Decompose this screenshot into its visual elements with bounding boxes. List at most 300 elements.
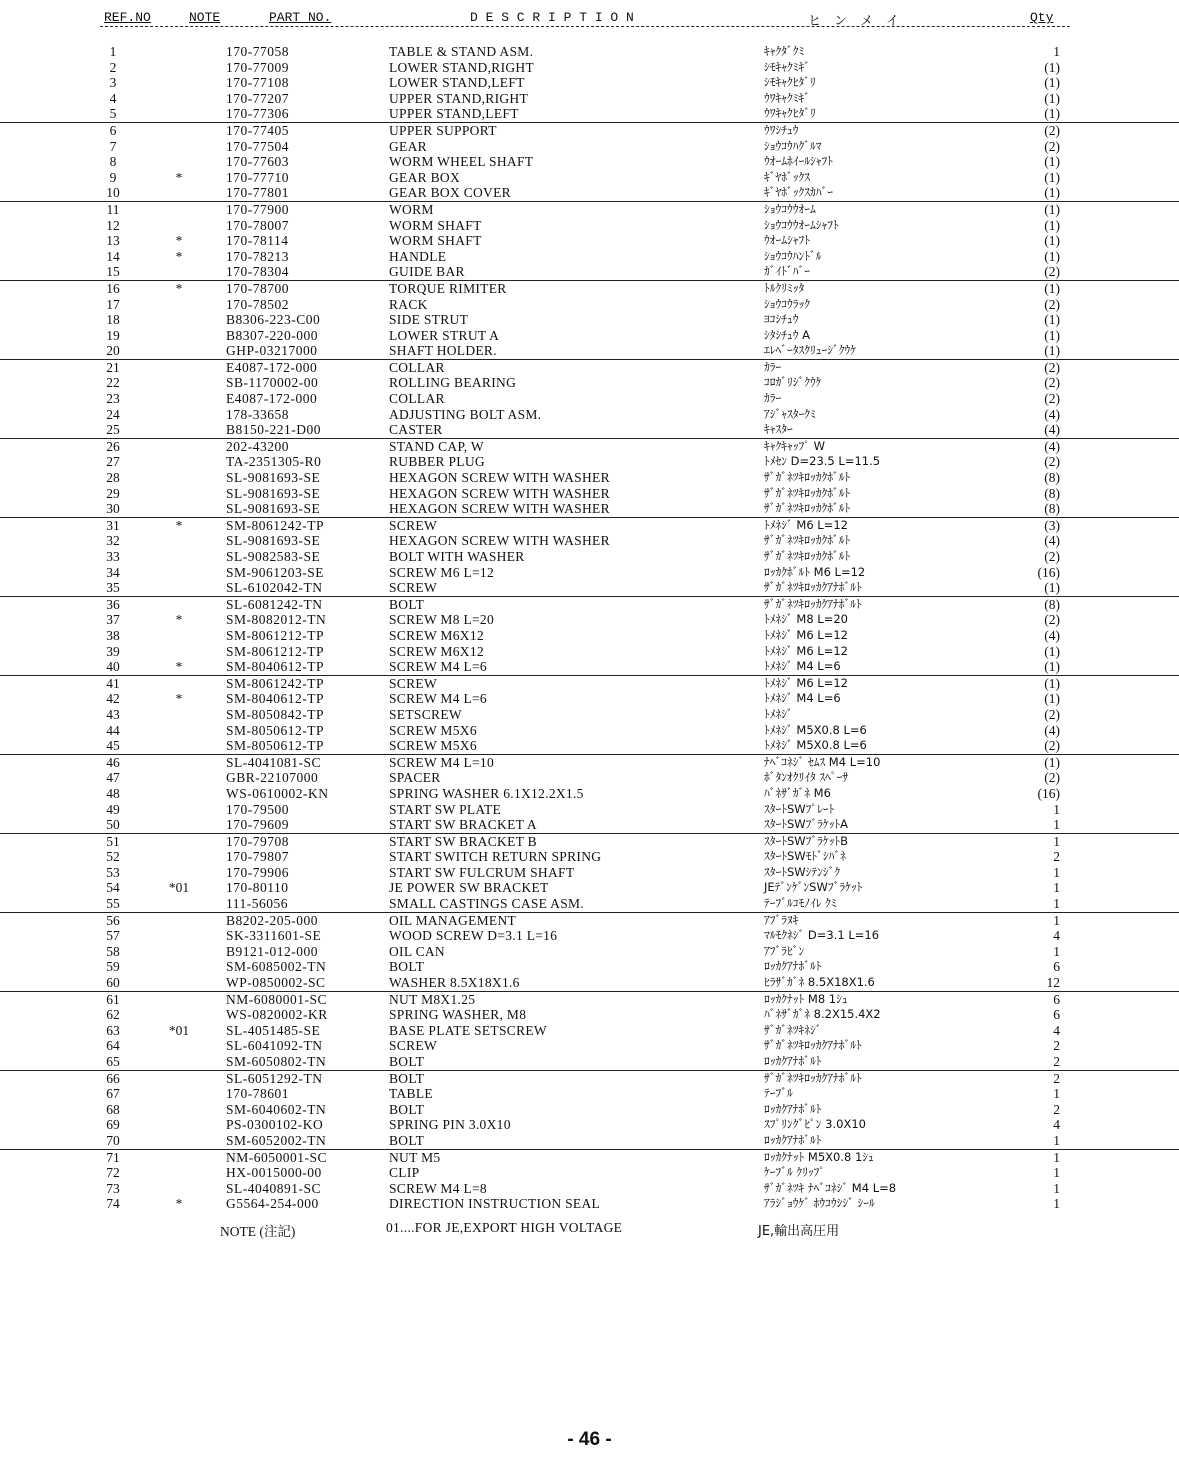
- kana-name-cell: ﾛｯｶｸﾅｯﾄ M8 1ｼｭ: [764, 991, 848, 1006]
- table-row: [0, 549, 1179, 565]
- part-no-cell: 170-80110: [226, 880, 289, 896]
- part-no-cell: SM-8061212-TP: [226, 643, 325, 659]
- ref-no-cell: 28: [106, 470, 120, 486]
- qty-cell: 1: [1053, 801, 1060, 817]
- table-row: [0, 975, 1179, 991]
- kana-name-cell: ｺﾛｶﾞﾘｼﾞｸｳｹ: [764, 375, 822, 390]
- ref-no-cell: 30: [106, 501, 120, 517]
- kana-name-cell: ｼｮｳｺｳｳｵｰﾑ: [764, 201, 816, 216]
- description-cell: STAND CAP, W: [389, 438, 484, 454]
- kana-name-cell: ｷｬｸｷｬｯﾌﾟ W: [764, 438, 826, 453]
- qty-cell: (3): [1044, 517, 1060, 533]
- kana-name-cell: ｻﾞｶﾞﾈﾂｷﾛｯｶｸﾎﾞﾙﾄ: [764, 485, 851, 500]
- description-cell: SCREW M6 L=12: [389, 564, 495, 580]
- part-no-cell: SM-6040602-TN: [226, 1101, 327, 1117]
- note-cell: *: [175, 517, 183, 533]
- qty-cell: 1: [1053, 943, 1060, 959]
- description-cell: SCREW: [389, 675, 438, 691]
- table-row: [0, 106, 1179, 122]
- ref-no-cell: 54: [106, 880, 120, 896]
- kana-name-cell: ｶﾗｰ: [764, 391, 782, 406]
- table-row: [0, 596, 1179, 613]
- footer-note-label: NOTE (注記): [220, 1224, 296, 1239]
- kana-name-cell: ｻﾞｶﾞﾈﾂｷﾈｼﾞ: [764, 1022, 822, 1037]
- qty-cell: (4): [1044, 406, 1060, 422]
- kana-name-cell: ﾊﾞﾈｻﾞｶﾞﾈ 8.2X15.4X2: [764, 1007, 881, 1022]
- ref-no-cell: 56: [106, 912, 120, 928]
- ref-no-cell: 53: [106, 864, 120, 880]
- kana-name-cell: ﾄﾒｾﾝ D=23.5 L=11.5: [764, 454, 881, 469]
- description-cell: LOWER STAND,LEFT: [389, 75, 525, 91]
- qty-cell: 12: [1046, 975, 1060, 991]
- description-cell: LOWER STAND,RIGHT: [389, 59, 535, 75]
- qty-cell: (8): [1044, 470, 1060, 486]
- qty-cell: (2): [1044, 359, 1060, 375]
- qty-cell: (2): [1044, 122, 1060, 138]
- qty-cell: 6: [1053, 959, 1060, 975]
- description-cell: WASHER 8.5X18X1.6: [389, 975, 520, 991]
- qty-cell: (1): [1044, 75, 1060, 91]
- table-row: [0, 391, 1179, 407]
- qty-cell: 4: [1053, 1117, 1060, 1133]
- ref-no-cell: 24: [106, 406, 120, 422]
- ref-no-cell: 64: [106, 1038, 120, 1054]
- description-cell: COLLAR: [389, 359, 445, 375]
- kana-name-cell: ｻﾞｶﾞﾈﾂｷﾛｯｶｸｱﾅﾎﾞﾙﾄ: [764, 1070, 862, 1085]
- table-row: [0, 707, 1179, 723]
- table-row: [0, 422, 1179, 438]
- table-row: [0, 375, 1179, 391]
- footer-note-text: 01....FOR JE,EXPORT HIGH VOLTAGE: [386, 1220, 623, 1235]
- ref-no-cell: 46: [106, 754, 120, 770]
- description-cell: BOLT: [389, 1132, 425, 1148]
- kana-name-cell: ﾛｯｶｸｱﾅﾎﾞﾙﾄ: [764, 1054, 822, 1068]
- kana-name-cell: ｱﾌﾞﾗﾇｷ: [764, 912, 799, 927]
- ref-no-cell: 63: [106, 1022, 120, 1038]
- part-no-cell: 170-79609: [226, 817, 289, 833]
- qty-cell: 1: [1053, 1196, 1060, 1212]
- qty-cell: (2): [1044, 454, 1060, 470]
- qty-cell: (4): [1044, 533, 1060, 549]
- description-cell: SIDE STRUT: [389, 312, 469, 328]
- kana-name-cell: ﾛｯｶｸｱﾅﾎﾞﾙﾄ: [764, 1132, 822, 1147]
- description-cell: HANDLE: [389, 248, 447, 264]
- qty-cell: 1: [1053, 1132, 1060, 1148]
- part-no-cell: 170-78601: [226, 1086, 289, 1102]
- table-row: [0, 1007, 1179, 1023]
- part-no-cell: 170-77801: [226, 185, 289, 201]
- ref-no-cell: 31: [106, 517, 120, 533]
- ref-no-cell: 13: [106, 233, 120, 249]
- qty-cell: 6: [1053, 1007, 1060, 1023]
- table-row: [0, 786, 1179, 802]
- qty-cell: (16): [1037, 564, 1060, 580]
- qty-cell: (1): [1044, 312, 1060, 328]
- kana-name-cell: ｹｰﾌﾞﾙ ｸﾘｯﾌﾟ: [764, 1165, 826, 1180]
- table-row: [0, 849, 1179, 865]
- ref-no-cell: 10: [106, 185, 120, 201]
- note-cell: *: [175, 280, 183, 296]
- kana-name-cell: ﾄﾒﾈｼﾞ M6 L=12: [764, 675, 848, 690]
- ref-no-cell: 38: [106, 627, 120, 643]
- qty-cell: (1): [1044, 217, 1060, 233]
- description-cell: LOWER STRUT A: [389, 327, 500, 343]
- ref-no-cell: 44: [106, 722, 120, 738]
- description-cell: UPPER SUPPORT: [389, 122, 497, 138]
- ref-no-cell: 25: [106, 422, 120, 438]
- kana-name-cell: ｼｮｳｺｳﾗｯｸ: [764, 296, 810, 311]
- table-row: [0, 833, 1179, 850]
- kana-name-cell: ﾄﾒﾈｼﾞ M6 L=12: [764, 627, 848, 642]
- table-row: [0, 580, 1179, 596]
- ref-no-cell: 8: [109, 154, 117, 170]
- description-cell: START SW PLATE: [389, 801, 502, 817]
- table-row: [0, 1038, 1179, 1054]
- part-no-cell: WS-0820002-KR: [226, 1007, 328, 1023]
- qty-cell: 2: [1053, 1101, 1060, 1117]
- kana-name-cell: ｱｼﾞｬｽﾀｰｸﾐ: [764, 406, 816, 421]
- table-row: [0, 407, 1179, 423]
- ref-no-cell: 61: [106, 991, 120, 1007]
- description-cell: BOLT: [389, 1054, 425, 1069]
- ref-no-cell: 51: [106, 833, 120, 849]
- ref-no-cell: 3: [109, 75, 117, 91]
- note-cell: *: [175, 612, 183, 628]
- ref-no-cell: 45: [106, 738, 120, 754]
- description-cell: SCREW: [389, 1038, 438, 1054]
- kana-name-cell: ｻﾞｶﾞﾈﾂｷﾛｯｶｸﾎﾞﾙﾄ: [764, 549, 851, 563]
- ref-no-cell: 2: [109, 59, 117, 75]
- table-row: [0, 754, 1179, 771]
- description-cell: GEAR: [389, 138, 427, 154]
- ref-no-cell: 33: [106, 549, 120, 564]
- kana-name-cell: ﾄﾙｸﾘﾐｯﾀ: [764, 280, 805, 295]
- ref-no-cell: 73: [106, 1180, 120, 1196]
- description-cell: SHAFT HOLDER.: [389, 343, 497, 359]
- ref-no-cell: 74: [106, 1196, 120, 1212]
- qty-cell: (1): [1044, 169, 1060, 185]
- qty-cell: 1: [1053, 864, 1060, 880]
- description-cell: SMALL CASTINGS CASE ASM.: [389, 896, 584, 912]
- part-no-cell: SL-4041081-SC: [226, 754, 322, 770]
- part-no-cell: SM-6052002-TN: [226, 1132, 327, 1148]
- part-no-cell: E4087-172-000: [226, 391, 318, 407]
- kana-name-cell: ﾊﾞﾈｻﾞｶﾞﾈ M6: [764, 785, 831, 800]
- part-no-cell: 170-77058: [226, 44, 289, 59]
- description-cell: SCREW M4 L=8: [389, 1180, 487, 1196]
- description-cell: TORQUE RIMITER: [389, 280, 507, 296]
- part-no-cell: SL-9081693-SE: [226, 470, 321, 486]
- kana-name-cell: ｷｬｽﾀｰ: [764, 422, 793, 437]
- table-row: [0, 1070, 1179, 1087]
- table-row: [0, 218, 1179, 234]
- kana-name-cell: ｽﾀｰﾄSWﾓﾄﾞｼﾊﾞﾈ: [764, 849, 846, 864]
- table-row: [0, 486, 1179, 502]
- ref-no-cell: 34: [106, 564, 120, 580]
- parts-table: [0, 44, 1179, 1212]
- qty-cell: (1): [1044, 201, 1060, 217]
- ref-no-cell: 9: [109, 169, 117, 185]
- kana-name-cell: ﾛｯｶｸﾎﾞﾙﾄ M6 L=12: [764, 564, 866, 579]
- table-row: [0, 280, 1179, 297]
- part-no-cell: 170-77306: [226, 106, 289, 122]
- part-no-cell: 202-43200: [226, 438, 289, 454]
- description-cell: SPACER: [389, 770, 441, 786]
- part-no-cell: 170-77710: [226, 169, 289, 185]
- part-no-cell: SL-9081693-SE: [226, 533, 321, 549]
- table-row: [0, 91, 1179, 107]
- description-cell: SCREW M5X6: [389, 738, 477, 754]
- description-cell: HEXAGON SCREW WITH WASHER: [389, 533, 610, 549]
- qty-cell: (2): [1044, 549, 1060, 564]
- table-row: [0, 944, 1179, 960]
- note-cell: *: [175, 248, 183, 264]
- description-cell: BOLT WITH WASHER: [389, 549, 525, 564]
- description-cell: BOLT: [389, 1070, 425, 1086]
- qty-cell: (2): [1044, 391, 1060, 407]
- description-cell: WORM SHAFT: [389, 217, 482, 233]
- kana-name-cell: ﾅﾍﾞｺﾈｼﾞ ｾﾑｽ M4 L=10: [764, 754, 881, 769]
- ref-no-cell: 55: [106, 896, 120, 912]
- kana-name-cell: ｴﾚﾍﾞｰﾀｽｸﾘｭｰｼﾞｸｳｹ: [764, 343, 856, 358]
- qty-cell: 2: [1053, 1038, 1060, 1054]
- ref-no-cell: 41: [106, 675, 120, 691]
- kana-name-cell: ｷﾞﾔﾎﾞｯｸｽｶﾊﾞｰ: [764, 185, 833, 200]
- part-no-cell: SL-9081693-SE: [226, 501, 321, 517]
- part-no-cell: GHP-03217000: [226, 343, 318, 359]
- kana-name-cell: ﾏﾙﾓｸﾈｼﾞ D=3.1 L=16: [764, 928, 880, 943]
- kana-name-cell: ｱﾗｼﾞｮｳｹﾞ ﾎｳｺｳｼｼﾞ ｼｰﾙ: [764, 1196, 875, 1211]
- kana-name-cell: ﾄﾒﾈｼﾞ M8 L=20: [764, 612, 848, 627]
- ref-no-cell: 72: [106, 1165, 120, 1181]
- table-row: [0, 628, 1179, 644]
- description-cell: CLIP: [389, 1165, 420, 1181]
- part-no-cell: SL-6041092-TN: [226, 1038, 323, 1054]
- description-cell: SCREW M4 L=10: [389, 754, 495, 770]
- table-row: [0, 991, 1179, 1008]
- description-cell: START SWITCH RETURN SPRING: [389, 849, 602, 865]
- description-cell: SPRING WASHER, M8: [389, 1007, 527, 1023]
- kana-name-cell: ｷｬｸﾀﾞｸﾐ: [764, 44, 805, 58]
- ref-no-cell: 60: [106, 975, 120, 991]
- ref-no-cell: 70: [106, 1132, 120, 1148]
- description-cell: COLLAR: [389, 391, 445, 407]
- qty-cell: (4): [1044, 438, 1060, 454]
- ref-no-cell: 36: [106, 596, 120, 612]
- part-no-cell: SM-8040612-TP: [226, 659, 325, 675]
- qty-cell: 1: [1053, 1180, 1060, 1196]
- description-cell: WORM WHEEL SHAFT: [389, 154, 534, 170]
- description-cell: START SW BRACKET B: [389, 833, 537, 849]
- note-cell: *01: [168, 880, 190, 896]
- part-no-cell: 170-77108: [226, 75, 289, 91]
- description-cell: OIL CAN: [389, 943, 445, 959]
- table-row: [0, 139, 1179, 155]
- qty-cell: 1: [1053, 896, 1060, 912]
- ref-no-cell: 42: [106, 691, 120, 707]
- qty-cell: (2): [1044, 738, 1060, 754]
- description-cell: OIL MANAGEMENT: [389, 912, 517, 928]
- table-row: [0, 154, 1179, 170]
- ref-no-cell: 40: [106, 659, 120, 675]
- qty-cell: 4: [1053, 928, 1060, 944]
- kana-name-cell: ｻﾞｶﾞﾈﾂｷ ﾅﾍﾞｺﾈｼﾞ M4 L=8: [764, 1180, 897, 1195]
- description-cell: HEXAGON SCREW WITH WASHER: [389, 501, 610, 517]
- table-row: [0, 1102, 1179, 1118]
- part-no-cell: SB-1170002-00: [226, 375, 319, 391]
- part-no-cell: TA-2351305-R0: [226, 454, 322, 470]
- qty-cell: (4): [1044, 422, 1060, 438]
- description-cell: SPRING PIN 3.0X10: [389, 1117, 511, 1133]
- ref-no-cell: 19: [106, 327, 120, 343]
- table-row: [0, 770, 1179, 786]
- part-no-cell: B8202-205-000: [226, 912, 318, 928]
- qty-cell: (1): [1044, 185, 1060, 201]
- table-row: [0, 438, 1179, 455]
- part-no-cell: SM-8050612-TP: [226, 722, 325, 738]
- part-no-cell: SM-8082012-TN: [226, 612, 327, 628]
- description-cell: GEAR BOX COVER: [389, 185, 511, 201]
- description-cell: START SW BRACKET A: [389, 817, 537, 833]
- ref-no-cell: 16: [106, 280, 120, 296]
- qty-cell: (1): [1044, 659, 1060, 675]
- note-cell: *: [175, 169, 183, 185]
- description-cell: BOLT: [389, 1101, 425, 1117]
- part-no-cell: SK-3311601-SE: [226, 928, 322, 944]
- table-row: [0, 1196, 1179, 1212]
- kana-name-cell: ｳｵｰﾑﾎｲｰﾙｼｬﾌﾄ: [764, 154, 833, 169]
- part-no-cell: 170-78213: [226, 248, 289, 264]
- qty-cell: (2): [1044, 296, 1060, 312]
- table-row: [0, 1181, 1179, 1197]
- part-no-cell: 170-78304: [226, 264, 289, 280]
- description-cell: SCREW M4 L=6: [389, 659, 487, 675]
- ref-no-cell: 11: [106, 201, 120, 217]
- part-no-cell: SM-9061203-SE: [226, 564, 325, 580]
- table-row: [0, 1117, 1179, 1133]
- part-no-cell: GBR-22107000: [226, 770, 319, 786]
- qty-cell: (1): [1044, 248, 1060, 264]
- table-row: [0, 501, 1179, 517]
- description-cell: SCREW M6X12: [389, 627, 484, 643]
- kana-name-cell: ﾛｯｶｸｱﾅﾎﾞﾙﾄ: [764, 959, 822, 974]
- ref-no-cell: 18: [106, 312, 120, 328]
- ref-no-cell: 71: [106, 1149, 120, 1165]
- table-row: [0, 565, 1179, 581]
- kana-name-cell: ｼﾀｼﾁｭｳ A: [764, 327, 811, 342]
- part-no-cell: SM-8050612-TP: [226, 738, 325, 754]
- description-cell: NUT M5: [389, 1149, 441, 1165]
- ref-no-cell: 17: [106, 296, 120, 312]
- qty-cell: (1): [1044, 327, 1060, 343]
- part-no-cell: 170-78007: [226, 217, 289, 233]
- kana-name-cell: ｱﾌﾞﾗﾋﾞﾝ: [764, 943, 805, 958]
- table-row: [0, 738, 1179, 754]
- ref-no-cell: 62: [106, 1007, 120, 1023]
- part-no-cell: 178-33658: [226, 406, 289, 422]
- part-no-cell: NM-6080001-SC: [226, 991, 328, 1007]
- qty-cell: 2: [1053, 1070, 1060, 1086]
- part-no-cell: 170-79807: [226, 849, 289, 865]
- ref-no-cell: 15: [106, 264, 120, 280]
- qty-cell: 4: [1053, 1022, 1060, 1038]
- qty-cell: (1): [1044, 691, 1060, 707]
- description-cell: SCREW M8 L=20: [389, 612, 495, 628]
- header-note: NOTE: [189, 10, 221, 25]
- part-no-cell: SL-4040891-SC: [226, 1180, 322, 1196]
- part-no-cell: 170-78502: [226, 296, 289, 312]
- qty-cell: (2): [1044, 375, 1060, 391]
- ref-no-cell: 50: [106, 817, 120, 833]
- ref-no-cell: 27: [106, 454, 120, 470]
- table-row: [0, 44, 1179, 60]
- description-cell: UPPER STAND,LEFT: [389, 106, 519, 122]
- part-no-cell: SM-8061212-TP: [226, 627, 325, 643]
- part-no-cell: SL-6102042-TN: [226, 580, 323, 596]
- qty-cell: 2: [1053, 849, 1060, 865]
- part-no-cell: B8307-220-000: [226, 327, 318, 343]
- qty-cell: (1): [1044, 580, 1060, 596]
- qty-cell: 6: [1053, 991, 1060, 1007]
- table-row: [0, 880, 1179, 896]
- description-cell: NUT M8X1.25: [389, 991, 476, 1007]
- part-no-cell: 170-78700: [226, 280, 289, 296]
- ref-no-cell: 4: [109, 90, 117, 106]
- kana-name-cell: ｼﾓｷｬｸﾐｷﾞ: [764, 59, 810, 74]
- kana-name-cell: ｳｵｰﾑｼｬﾌﾄ: [764, 233, 810, 248]
- kana-name-cell: ﾋﾗｻﾞｶﾞﾈ 8.5X18X1.6: [764, 975, 875, 990]
- table-row: [0, 675, 1179, 692]
- kana-name-cell: ｷﾞﾔﾎﾞｯｸｽ: [764, 169, 810, 184]
- qty-cell: (1): [1044, 233, 1060, 249]
- ref-no-cell: 6: [109, 122, 117, 138]
- description-cell: TABLE & STAND ASM.: [389, 44, 534, 59]
- qty-cell: (8): [1044, 501, 1060, 517]
- qty-cell: (2): [1044, 770, 1060, 786]
- table-row: [0, 454, 1179, 470]
- ref-no-cell: 57: [106, 928, 120, 944]
- header-part-no: PART NO.: [269, 10, 332, 25]
- qty-cell: 1: [1053, 833, 1060, 849]
- kana-name-cell: ｼｮｳｺｳｳｵｰﾑｼｬﾌﾄ: [764, 217, 839, 232]
- table-row: [0, 75, 1179, 91]
- qty-cell: (2): [1044, 264, 1060, 280]
- description-cell: SCREW M4 L=6: [389, 691, 487, 707]
- kana-name-cell: ｳﾜｼﾁｭｳ: [764, 122, 799, 137]
- part-no-cell: 170-77009: [226, 59, 289, 75]
- table-row: [0, 297, 1179, 313]
- ref-no-cell: 48: [106, 785, 120, 801]
- qty-cell: (1): [1044, 59, 1060, 75]
- description-cell: START SW FULCRUM SHAFT: [389, 864, 575, 880]
- table-row: [0, 264, 1179, 280]
- table-row: [0, 328, 1179, 344]
- part-no-cell: G5564-254-000: [226, 1196, 319, 1212]
- description-cell: BOLT: [389, 596, 425, 612]
- part-no-cell: SM-8061242-TP: [226, 675, 325, 691]
- kana-name-cell: ｼｮｳｺｳﾊｸﾞﾙﾏ: [764, 138, 822, 153]
- table-row: [0, 644, 1179, 660]
- part-no-cell: B8306-223-C00: [226, 312, 321, 328]
- qty-cell: 1: [1053, 1165, 1060, 1181]
- ref-no-cell: 69: [106, 1117, 120, 1133]
- table-row: [0, 659, 1179, 675]
- ref-no-cell: 35: [106, 580, 120, 596]
- description-cell: SCREW: [389, 580, 438, 596]
- note-cell: *: [175, 691, 183, 707]
- table-row: [0, 723, 1179, 739]
- kana-name-cell: ﾄﾒﾈｼﾞ M6 L=12: [764, 643, 848, 658]
